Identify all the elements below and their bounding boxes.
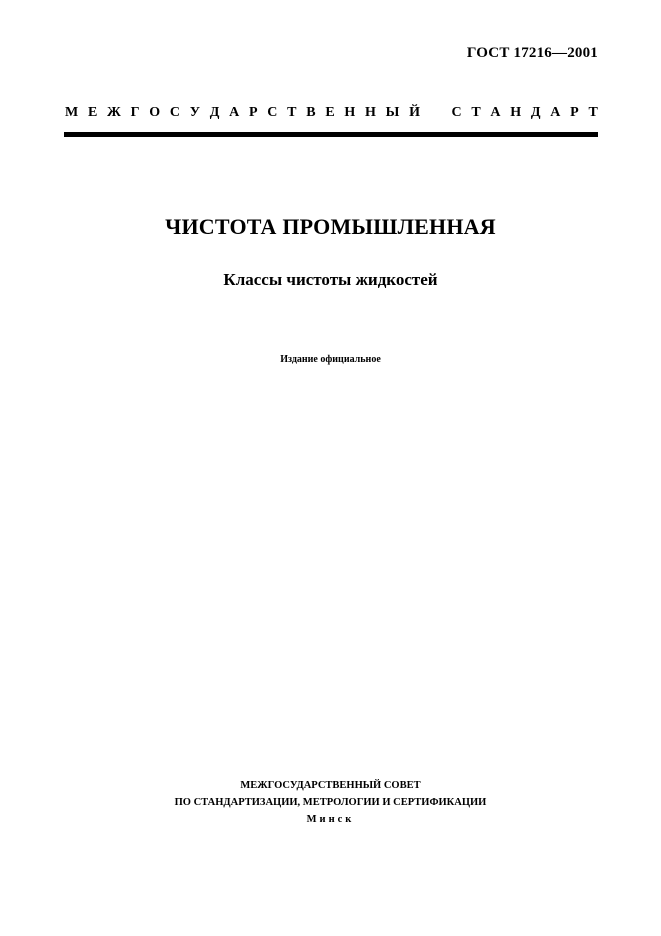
heading-letter: Т bbox=[471, 105, 481, 120]
heading-letter: А bbox=[490, 105, 501, 120]
heading-letter: М bbox=[65, 105, 79, 120]
heading-letter: Н bbox=[510, 105, 522, 120]
heading-letter: Н bbox=[344, 105, 356, 120]
heading-letter: С bbox=[267, 105, 278, 120]
heading-letter: В bbox=[306, 105, 316, 120]
standard-type-heading bbox=[65, 105, 598, 121]
heading-letter: С bbox=[451, 105, 462, 120]
heading-letter: Г bbox=[130, 105, 140, 120]
heading-letter: А bbox=[229, 105, 240, 120]
heading-space bbox=[430, 105, 442, 121]
heading-letter: Н bbox=[365, 105, 376, 120]
publisher-line-1: МЕЖГОСУДАРСТВЕННЫЙ СОВЕТ bbox=[240, 780, 421, 791]
heading-letter: Е bbox=[87, 105, 98, 120]
edition-note: Издание официальное bbox=[280, 354, 381, 365]
heading-letter: Р bbox=[570, 105, 579, 120]
heading-letter: Д bbox=[530, 105, 541, 120]
document-number: ГОСТ 17216—2001 bbox=[466, 45, 598, 61]
heading-letter: Р bbox=[249, 105, 258, 120]
heading-letter: С bbox=[169, 105, 181, 120]
main-title: ЧИСТОТА ПРОМЫШЛЕННАЯ bbox=[165, 214, 496, 239]
heading-letter: О bbox=[149, 105, 161, 120]
publisher-line-2: ПО СТАНДАРТИЗАЦИИ, МЕТРОЛОГИИ И СЕРТИФИКАЦИИ bbox=[174, 797, 487, 808]
heading-letter: Ж bbox=[107, 105, 121, 120]
header-rule bbox=[64, 132, 598, 137]
heading-letter: Й bbox=[409, 105, 421, 120]
publisher-block bbox=[0, 777, 661, 828]
publisher-city: Минск bbox=[306, 814, 355, 825]
heading-letter: Т bbox=[287, 105, 297, 120]
heading-letter: Е bbox=[325, 105, 335, 120]
heading-letter: А bbox=[550, 105, 561, 120]
heading-letter: Ы bbox=[385, 105, 400, 120]
heading-letter: Т bbox=[588, 105, 598, 120]
subtitle: Классы чистоты жидкостей bbox=[223, 270, 438, 289]
heading-letter: Д bbox=[209, 105, 220, 120]
heading-letter: У bbox=[189, 105, 201, 120]
